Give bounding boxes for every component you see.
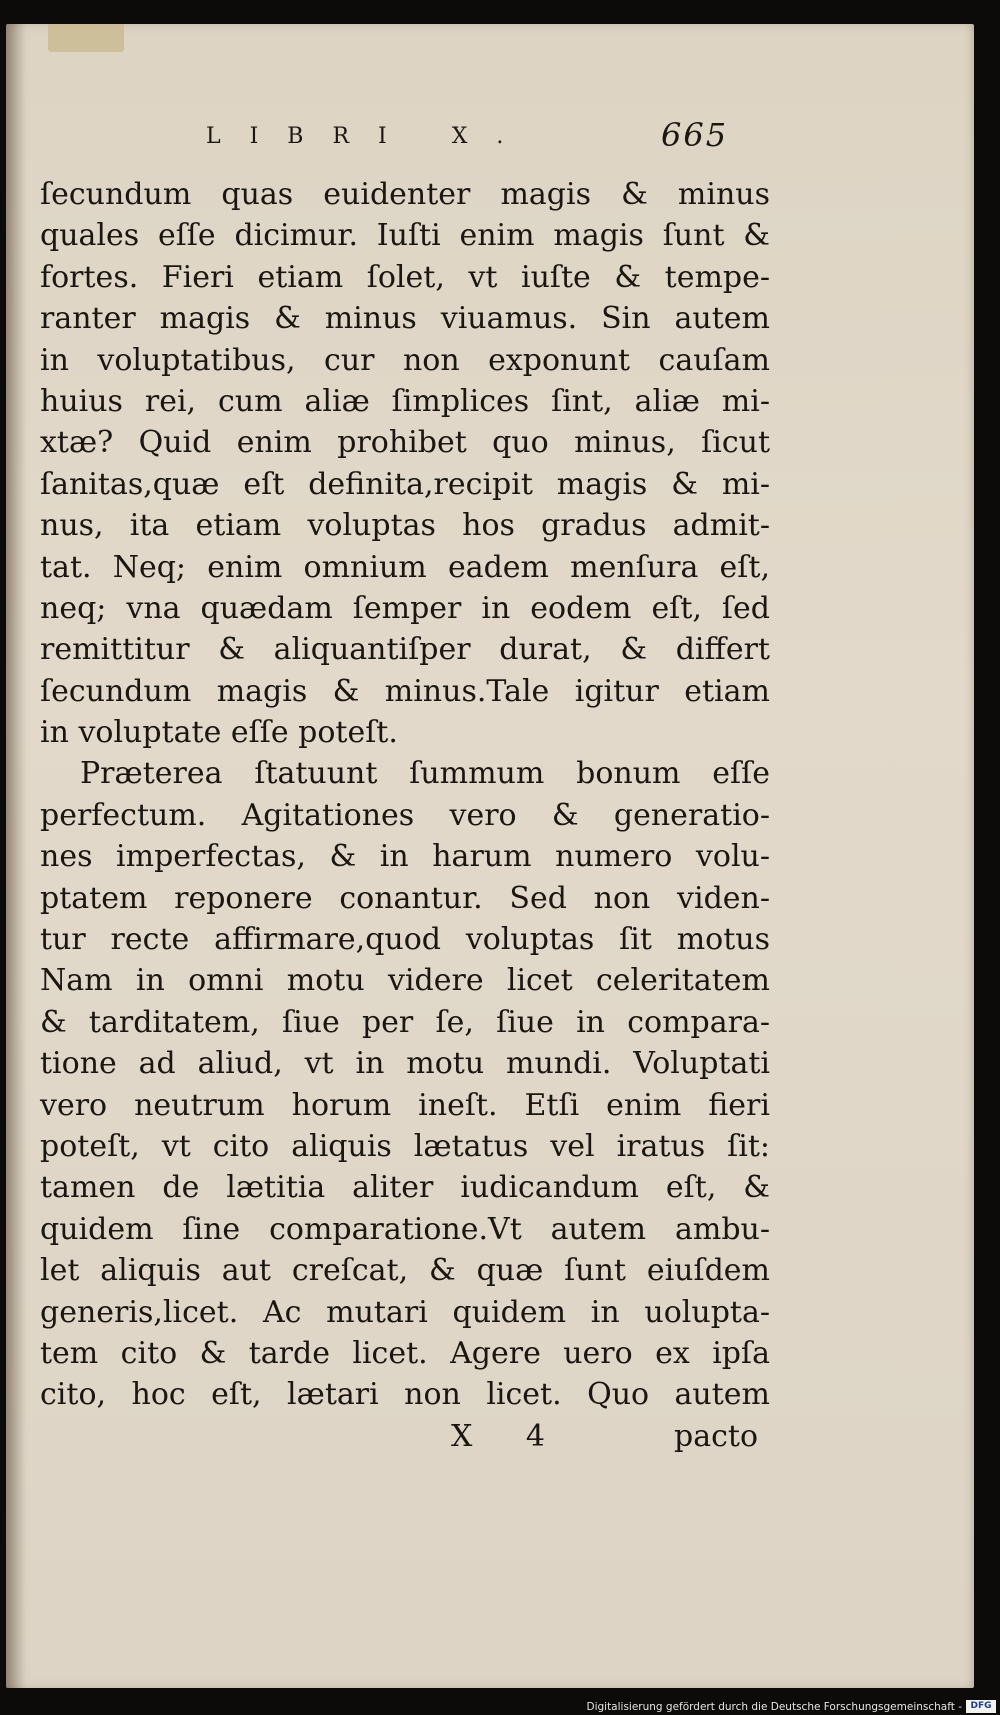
page-footer bbox=[6, 1419, 974, 1469]
text-line: xtæ? Quid enim prohibet quo minus, ſicut bbox=[40, 425, 770, 461]
text-line: cito, hoc eſt, lætari non licet. Quo autem bbox=[40, 1377, 770, 1413]
text-line: generis,licet. Ac mutari quidem in uolupta- bbox=[40, 1294, 770, 1330]
text-line: ſecundum quas euidenter magis & minus bbox=[40, 177, 770, 212]
text-line: quales eſſe dicimur. Iuſti enim magis ſunt & bbox=[40, 218, 770, 254]
text-line: ptatem reponere conantur. Sed non viden- bbox=[40, 880, 770, 916]
text-line: & tarditatem, ſiue per ſe, ſiue in compara- bbox=[40, 1004, 770, 1040]
funding-credit: Digitalisierung gefördert durch die Deutsche Forschungsgemeinschaft - bbox=[586, 1701, 962, 1713]
text-line: nus, ita etiam voluptas hos gradus admit- bbox=[40, 508, 770, 544]
text-line: in voluptatibus, cur non exponunt cauſam bbox=[40, 342, 770, 378]
page-marker-strip bbox=[48, 24, 124, 52]
text-line: tat. Neq; enim omnium eadem menſura eſt, bbox=[40, 549, 770, 585]
body-text bbox=[40, 174, 770, 1416]
text-line: remittitur & aliquantiſper durat, & differt bbox=[40, 632, 770, 668]
text-line: quidem ſine comparatione.Vt autem ambu- bbox=[40, 1211, 770, 1247]
page-number: 665 bbox=[661, 116, 729, 154]
text-line: tur recte affirmare,quod voluptas ſit motus bbox=[40, 922, 770, 958]
text-line: Nam in omni motu videre licet celeritatem bbox=[40, 963, 770, 999]
text-line: tem cito & tarde licet. Agere uero ex ipſa bbox=[40, 1335, 770, 1371]
text-line: in voluptate eſſe poteſt. bbox=[40, 715, 398, 751]
text-line: poteſt, vt cito aliquis lætatus vel iratus ſit: bbox=[40, 1128, 770, 1164]
text-line: huius rei, cum aliæ ſimplices ſint, aliæ mi- bbox=[40, 383, 770, 419]
text-line: let aliquis aut creſcat, & quæ ſunt eiuſdem bbox=[40, 1253, 770, 1289]
text-line: ranter magis & minus viuamus. Sin autem bbox=[40, 301, 770, 337]
text-line: fortes. Fieri etiam ſolet, vt iuſte & tempe- bbox=[40, 259, 770, 295]
text-line: ſecundum magis & minus.Tale igitur etiam bbox=[40, 673, 770, 709]
text-line: nes imperfectas, & in harum numero volu- bbox=[40, 839, 770, 875]
text-line: tione ad aliud, vt in motu mundi. Voluptati bbox=[40, 1046, 770, 1082]
running-head bbox=[6, 102, 974, 162]
catchword: pacto bbox=[674, 1419, 759, 1454]
text-line: neq; vna quædam ſemper in eodem eſt, ſed bbox=[40, 590, 770, 626]
dfg-logo-icon: DFG bbox=[966, 1700, 996, 1713]
running-head-title: LIBRI X. bbox=[206, 124, 533, 149]
text-line: vero neutrum horum ineſt. Etſi enim fieri bbox=[40, 1087, 770, 1123]
text-line: ſanitas,quæ eſt definita,recipit magis & mi- bbox=[40, 466, 770, 502]
text-line-paragraph-start: Præterea ſtatuunt ſummum bonum eſſe bbox=[80, 756, 770, 792]
signature-mark: X 4 bbox=[451, 1419, 567, 1454]
credit-bar bbox=[0, 1697, 1000, 1715]
text-line: tamen de lætitia aliter iudicandum eſt, & bbox=[40, 1170, 770, 1206]
text-line: perfectum. Agitationes vero & generatio- bbox=[40, 797, 770, 833]
book-page bbox=[6, 24, 974, 1688]
